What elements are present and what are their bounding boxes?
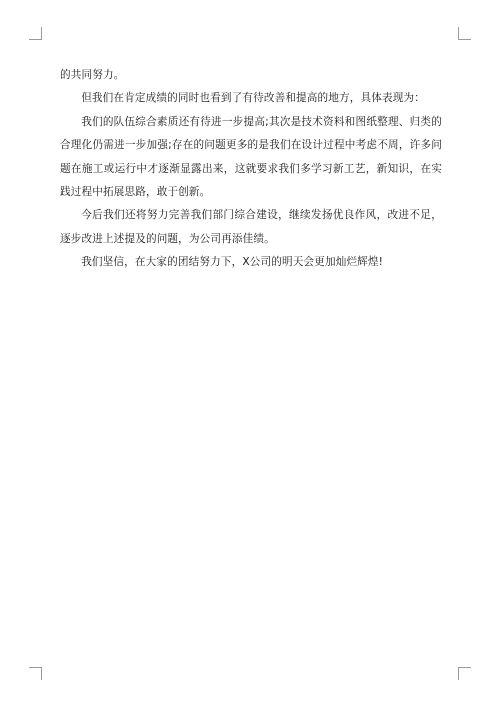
paragraph-future-plan: 今后我们还将努力完善我们部门综合建设，继续发扬优良作风，改进不足，逐步改进上述提及的问题，为公司再添佳绩。	[60, 209, 442, 245]
paragraph-continuation: 的共同努力。	[60, 69, 125, 81]
paragraph-issues-detail: 我们的队伍综合素质还有待进一步提高;其次是技术资料和图纸整理、归类的合理化仍需进一步加强;存在的问题更多的是我们在设计过程中考虑不周，许多问题在施工或运行中才逐渐显露出来，这就要求我们多学习新工艺，新知识，在实践过程中拓展思路，敢于创新。	[60, 115, 442, 199]
paragraph-closing: 我们坚信，在大家的团结努力下，X公司的明天会更加灿烂辉煌!	[81, 256, 384, 269]
corner-mark-bottom-left	[29, 667, 42, 680]
corner-mark-top-left	[29, 27, 42, 40]
corner-mark-bottom-right	[458, 667, 471, 680]
paragraph-intro-issues: 但我们在肯定成绩的同时也看到了有待改善和提高的地方，具体表现为：	[81, 92, 425, 105]
corner-mark-top-right	[458, 27, 471, 40]
document-body	[60, 64, 442, 275]
